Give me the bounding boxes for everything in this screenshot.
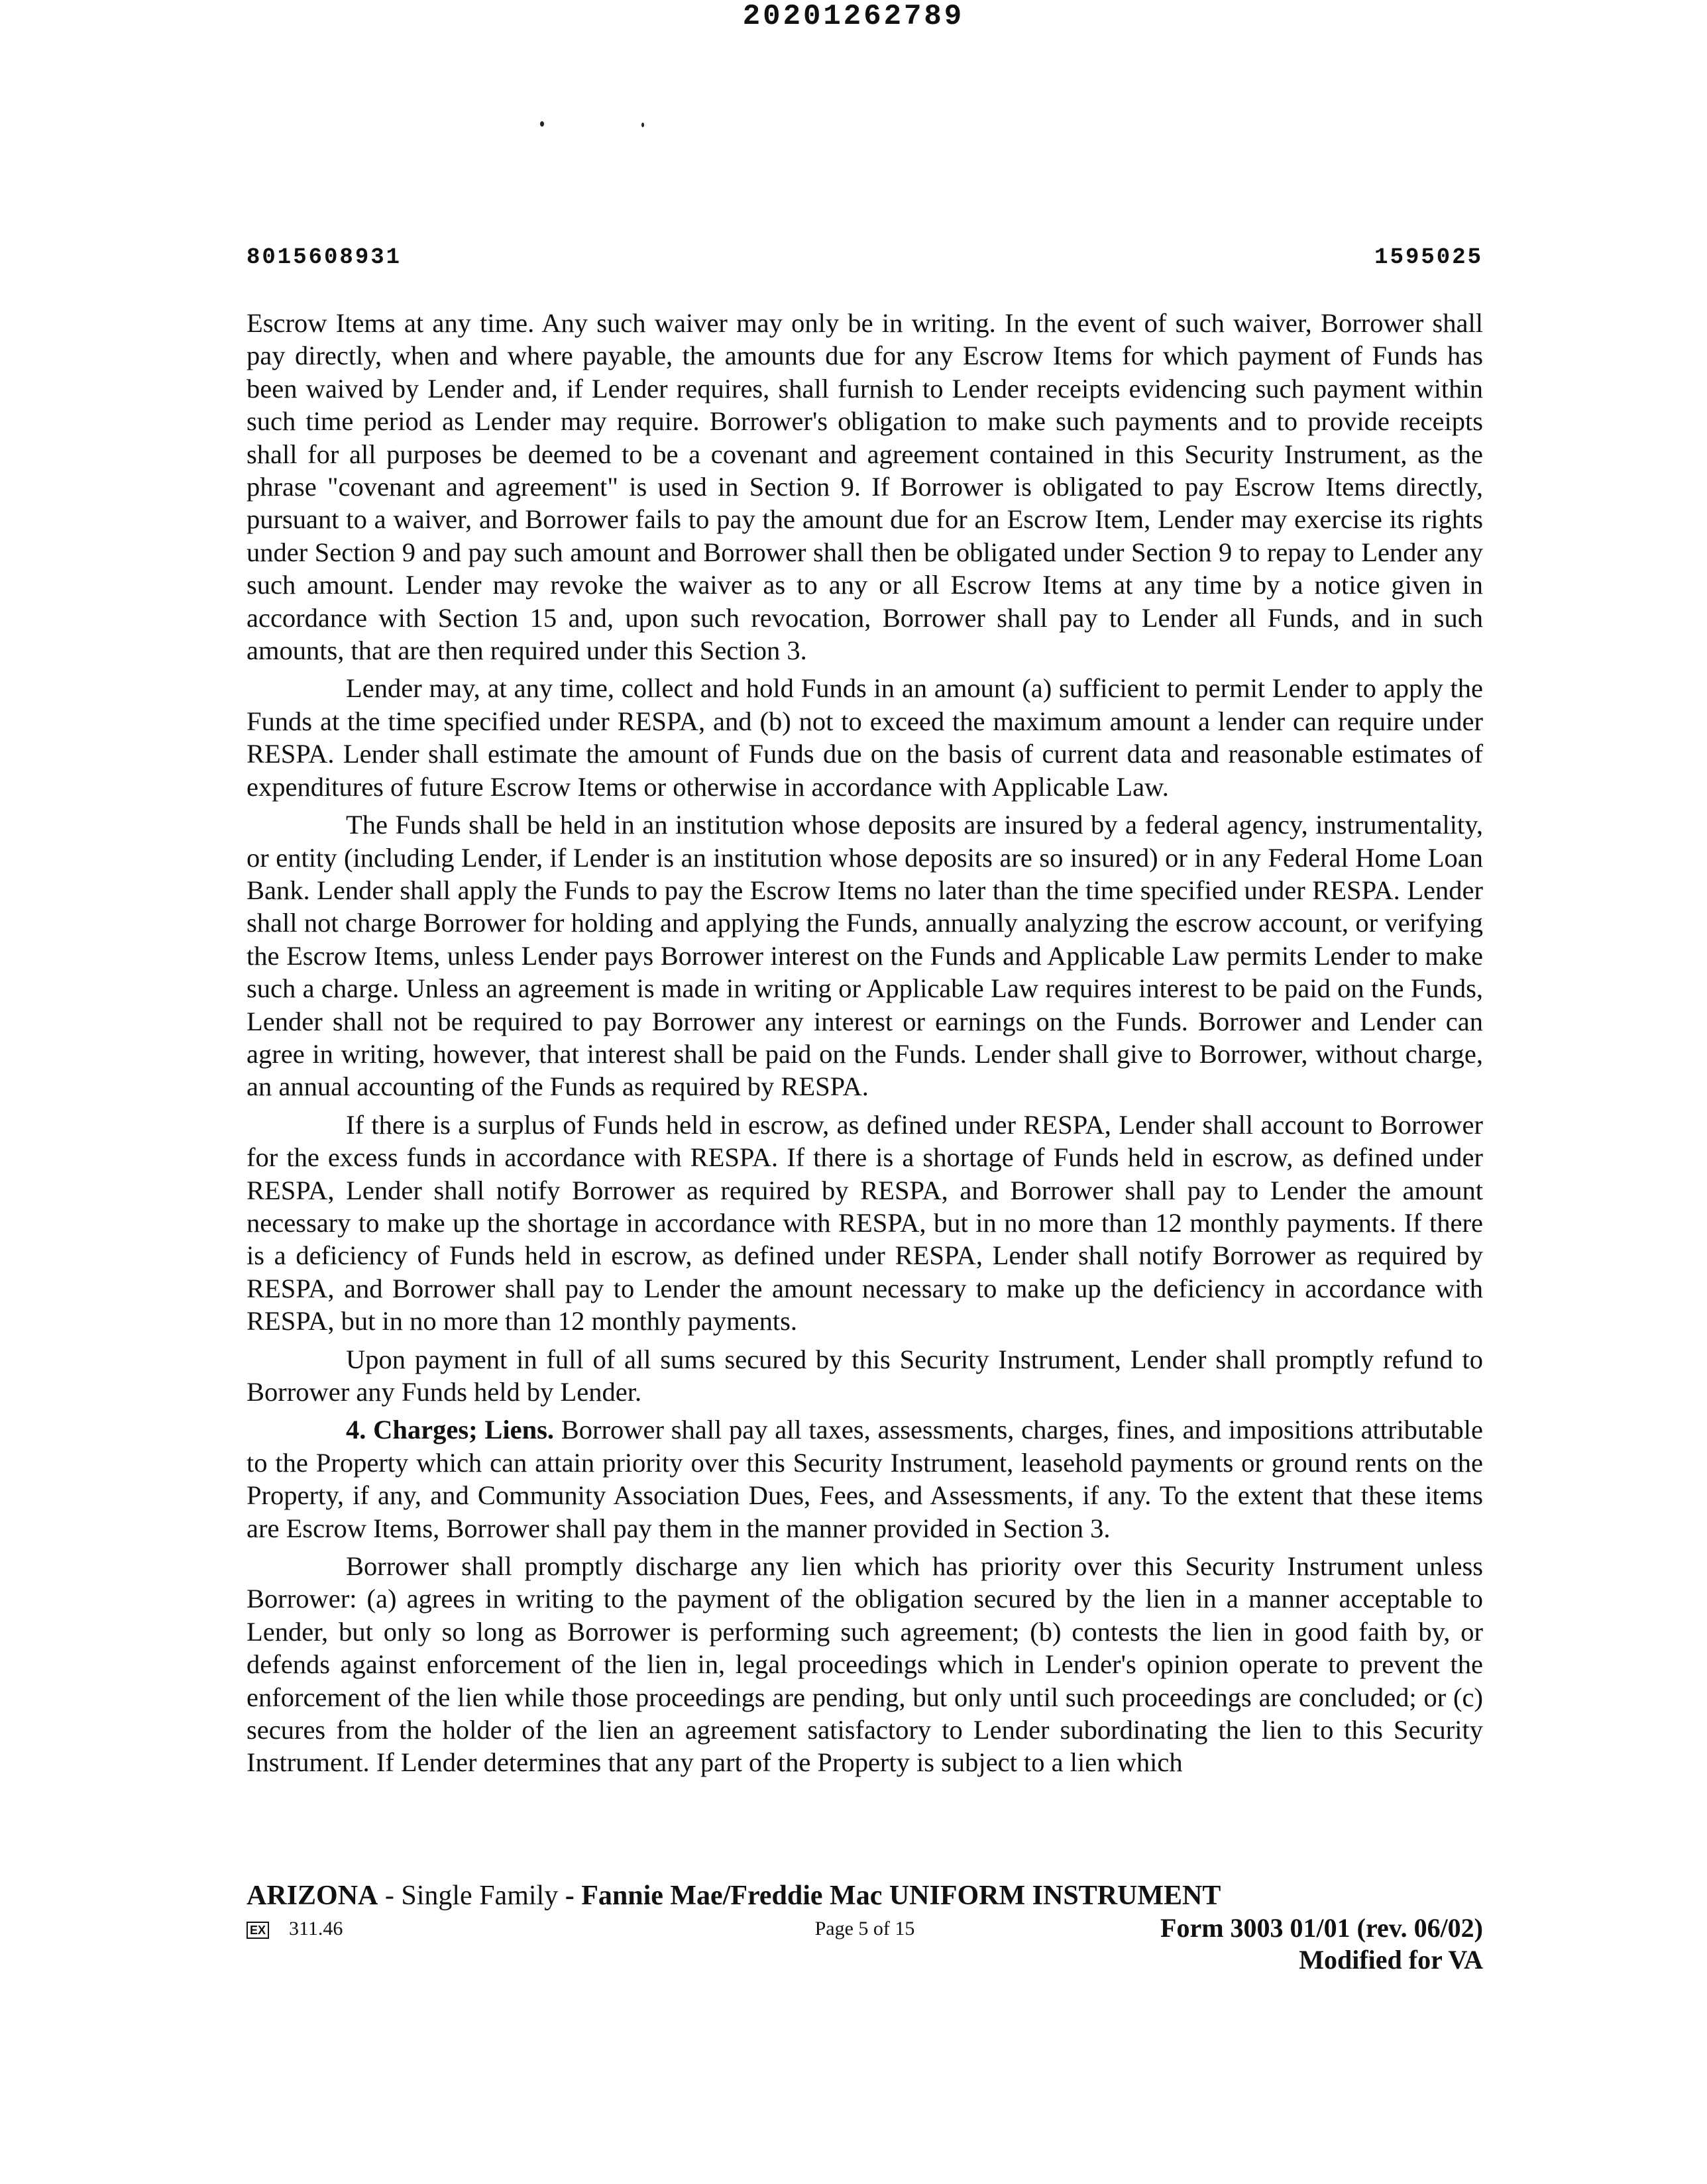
scan-speck	[641, 123, 644, 127]
recording-number: 20201262789	[742, 0, 965, 33]
paragraph: The Funds shall be held in an institution whose deposits are insured by a federal agency, instrumentality, or entity (including Lender, if Lender is an institution whose deposits are so insured) or in any Federal Home Loan Bank. Lender shall apply the Funds to pay the Escrow Items no later than the time specified under RESPA. Lender shall not charge Borrower for holding and applying the Funds, annually analyzing the escrow account, or verifying the Escrow Items, unless Lender pays Borrower interest on the Funds and Applicable Law permits Lender to make such a charge. Unless an agreement is made in writing or Applicable Law requires interest to be paid on the Funds, Lender shall not be required to pay Borrower any interest or earnings on the Funds. Borrower and Lender can agree in writing, however, that interest shall be paid on the Funds. Lender shall give to Borrower, without charge, an annual accounting of the Funds as required by RESPA.	[247, 810, 1483, 1102]
paragraph: Upon payment in full of all sums secured by this Security Instrument, Lender shall promptly refund to Borrower any Funds held by Lender.	[247, 1344, 1483, 1407]
section-4-text: Borrower shall pay all taxes, assessments, charges, fines, and impositions attributable to the Property which can attain priority over this Security Instrument, leasehold payments or ground rents on the Property, if any, and Community Association Dues, Fees, and Assessments, if any. To the extent that these items are Escrow Items, Borrower shall pay them in the manner provided in Section 3.	[247, 1415, 1484, 1543]
min-number: 1595025	[1374, 245, 1483, 270]
loan-number: 8015608931	[247, 245, 402, 270]
form-footer	[247, 1879, 1483, 1975]
document-body	[247, 307, 1483, 1784]
footer-title	[247, 1879, 1483, 1912]
section-4-heading: 4. Charges; Liens.	[346, 1415, 555, 1445]
footer-separator: -	[558, 1881, 582, 1911]
footer-separator: -	[378, 1881, 402, 1911]
form-modification: Modified for VA	[1299, 1945, 1483, 1975]
form-code-box-icon: EX	[247, 1922, 269, 1939]
scan-speck	[540, 121, 544, 127]
footer-property-type: Single Family	[401, 1881, 559, 1911]
footer-row	[247, 1913, 1483, 1975]
paragraph: Lender may, at any time, collect and hold Funds in an amount (a) sufficient to permit Lender to apply the Funds at the time specified under RESPA, and (b) not to exceed the maximum amount a lender can require under RESPA. Lender shall estimate the amount of Funds due on the basis of current data and reasonable estimates of expenditures of future Escrow Items or otherwise in accordance with Applicable Law.	[247, 673, 1483, 802]
page-number: Page 5 of 15	[814, 1918, 915, 1939]
paragraph: Borrower shall promptly discharge any lien which has priority over this Security Instrument unless Borrower: (a) agrees in writing to the payment of the obligation secured by the lien in a manner acceptable to Lender, but only so long as Borrower is performing such agreement; (b) contests the lien in good faith by, or defends against enforcement of the lien in, legal proceedings which in Lender's opinion operate to prevent the enforcement of the lien while those proceedings are pending, but only until such proceedings are concluded; or (c) secures from the holder of the lien an agreement satisfactory to Lender subordinating the lien to this Security Instrument. If Lender determines that any part of the Property is subject to a lien which	[247, 1551, 1483, 1778]
form-id: Form 3003 01/01 (rev. 06/02)	[1160, 1913, 1483, 1943]
section-4-paragraph	[247, 1413, 1483, 1545]
paragraph: Escrow Items at any time. Any such waiver may only be in writing. In the event of such waiver, Borrower shall pay directly, when and where payable, the amounts due for any Escrow Items for which payment of Funds has been waived by Lender and, if Lender requires, shall furnish to Lender receipts evidencing such payment within such time period as Lender may require. Borrower's obligation to make such payments and to provide receipts shall for all purposes be deemed to be a covenant and agreement contained in this Security Instrument, as the phrase "covenant and agreement" is used in Section 9. If Borrower is obligated to pay Escrow Items directly, pursuant to a waiver, and Borrower fails to pay the amount due for an Escrow Item, Lender may exercise its rights under Section 9 and pay such amount and Borrower shall then be obligated under Section 9 to repay to Lender any such amount. Lender may revoke the waiver as to any or all Escrow Items at any time by a notice given in accordance with Section 15 and, upon such revocation, Borrower shall pay to Lender all Funds, and in such amounts, that are then required under this Section 3.	[247, 308, 1483, 666]
footer-instrument: Fannie Mae/Freddie Mac UNIFORM INSTRUMENT	[581, 1881, 1221, 1911]
paragraph: If there is a surplus of Funds held in escrow, as defined under RESPA, Lender shall account to Borrower for the excess funds in accordance with RESPA. If there is a shortage of Funds held in escrow, as defined under RESPA, Lender shall notify Borrower as required by RESPA, and Borrower shall pay to Lender the amount necessary to make up the shortage in accordance with RESPA, but in no more than 12 monthly payments. If there is a deficiency of Funds held in escrow, as defined under RESPA, Lender shall notify Borrower as required by RESPA, and Borrower shall pay to Lender the amount necessary to make up the deficiency in accordance with RESPA, but in no more than 12 monthly payments.	[247, 1109, 1483, 1337]
footer-state: ARIZONA	[247, 1881, 378, 1911]
form-code: 311.46	[289, 1918, 343, 1939]
